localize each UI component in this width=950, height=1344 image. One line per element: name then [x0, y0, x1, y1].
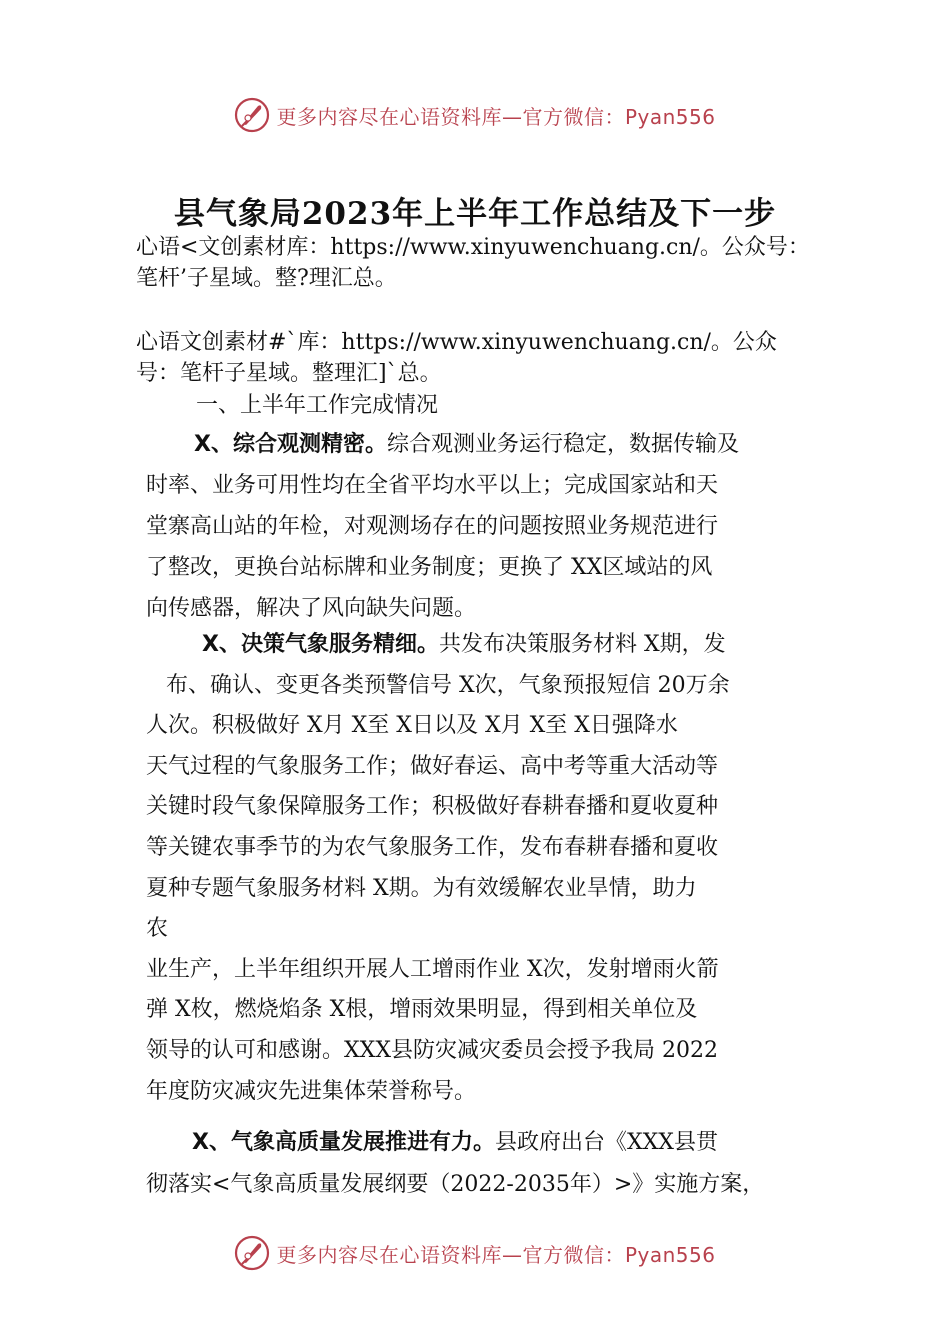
source-note-1 [136, 232, 856, 294]
note-line: 号：笔杆子星域。整理汇]`总。 [136, 361, 442, 386]
paragraph-line: 天气过程的气象服务工作；做好春运、高中考等重大活动等 [146, 753, 719, 779]
note-line: 心语文创素材#`库：https://www.xinyuwenchuang.cn/。公众 [136, 330, 777, 355]
paragraph-line: 人次。积极做好 X月 X至 X日以及 X月 X至 X日强降水 [146, 713, 678, 739]
source-note-2 [136, 327, 856, 389]
paragraph-lead: X、综合观测精密。 [194, 432, 387, 457]
paragraph-line: 布、确认、变更各类预警信号 X次，气象预报短信 20万余 [166, 672, 730, 698]
paragraph-line: 弹 X枚，燃烧焰条 X根，增雨效果明显，得到相关单位及 [146, 997, 698, 1023]
paragraph-text: 共发布决策服务材料 X期，发 [438, 632, 726, 657]
paragraph-line: 年度防灾减灾先进集体荣誉称号。 [146, 1078, 477, 1104]
document-title: 县气象局2023年上半年工作总结及下一步 [173, 196, 777, 232]
paragraph-line: 彻落实<气象高质量发展纲要（2022-2035年）>》实施方案， [146, 1172, 765, 1197]
paragraph-line: 堂寨高山站的年检，对观测场存在的问题按照业务规范进行 [146, 514, 719, 539]
paragraph-development [146, 1122, 836, 1206]
paragraph-line: 向传感器，解决了风向缺失问题。 [146, 596, 477, 621]
quill-pen-logo-icon [234, 97, 270, 133]
paragraph-decision-service [146, 625, 836, 1112]
paragraph-line: 农 [146, 916, 169, 942]
paragraph-lead: X、决策气象服务精细。 [202, 632, 439, 657]
paragraph-line: 了整改，更换台站标牌和业务制度；更换了 XX区域站的风 [146, 555, 713, 580]
paragraph-first-line [146, 424, 836, 465]
paragraph-first-line [146, 1122, 836, 1164]
header-banner [0, 95, 950, 135]
paragraph-line: 夏种专题气象服务材料 X期。为有效缓解农业旱情，助力 [146, 875, 697, 901]
quill-pen-logo-icon [234, 1235, 270, 1271]
banner-text: 更多内容尽在心语资料库—官方微信：Pyan556 [276, 1242, 716, 1267]
paragraph-lead: X、气象高质量发展推进有力。 [192, 1130, 495, 1155]
note-line: 心语<文创素材库：https://www.xinyuwenchuang.cn/。公众号： [136, 235, 810, 260]
paragraph-observation [146, 424, 836, 629]
paragraph-first-line [146, 625, 836, 666]
banner-text: 更多内容尽在心语资料库—官方微信：Pyan556 [276, 104, 716, 129]
paragraph-line: 关键时段气象保障服务工作；积极做好春耕春播和夏收夏种 [146, 794, 719, 820]
paragraph-text: 综合观测业务运行稳定，数据传输及 [386, 432, 739, 457]
paragraph-text: 县政府出台《XXX县贯 [494, 1130, 718, 1155]
paragraph-line: 时率、业务可用性均在全省平均水平以上；完成国家站和天 [146, 473, 719, 498]
section-heading: 一、上半年工作完成情况 [196, 393, 439, 418]
paragraph-line: 等关键农事季节的为农气象服务工作，发布春耕春播和夏收 [146, 834, 719, 860]
note-line: 笔杆’子星域。整?理汇总。 [136, 266, 397, 291]
paragraph-line: 业生产，上半年组织开展人工增雨作业 X次，发射增雨火箭 [146, 956, 719, 982]
footer-banner [0, 1233, 950, 1273]
paragraph-line: 领导的认可和感谢。XXX县防灾减灾委员会授予我局 2022 [146, 1037, 718, 1063]
